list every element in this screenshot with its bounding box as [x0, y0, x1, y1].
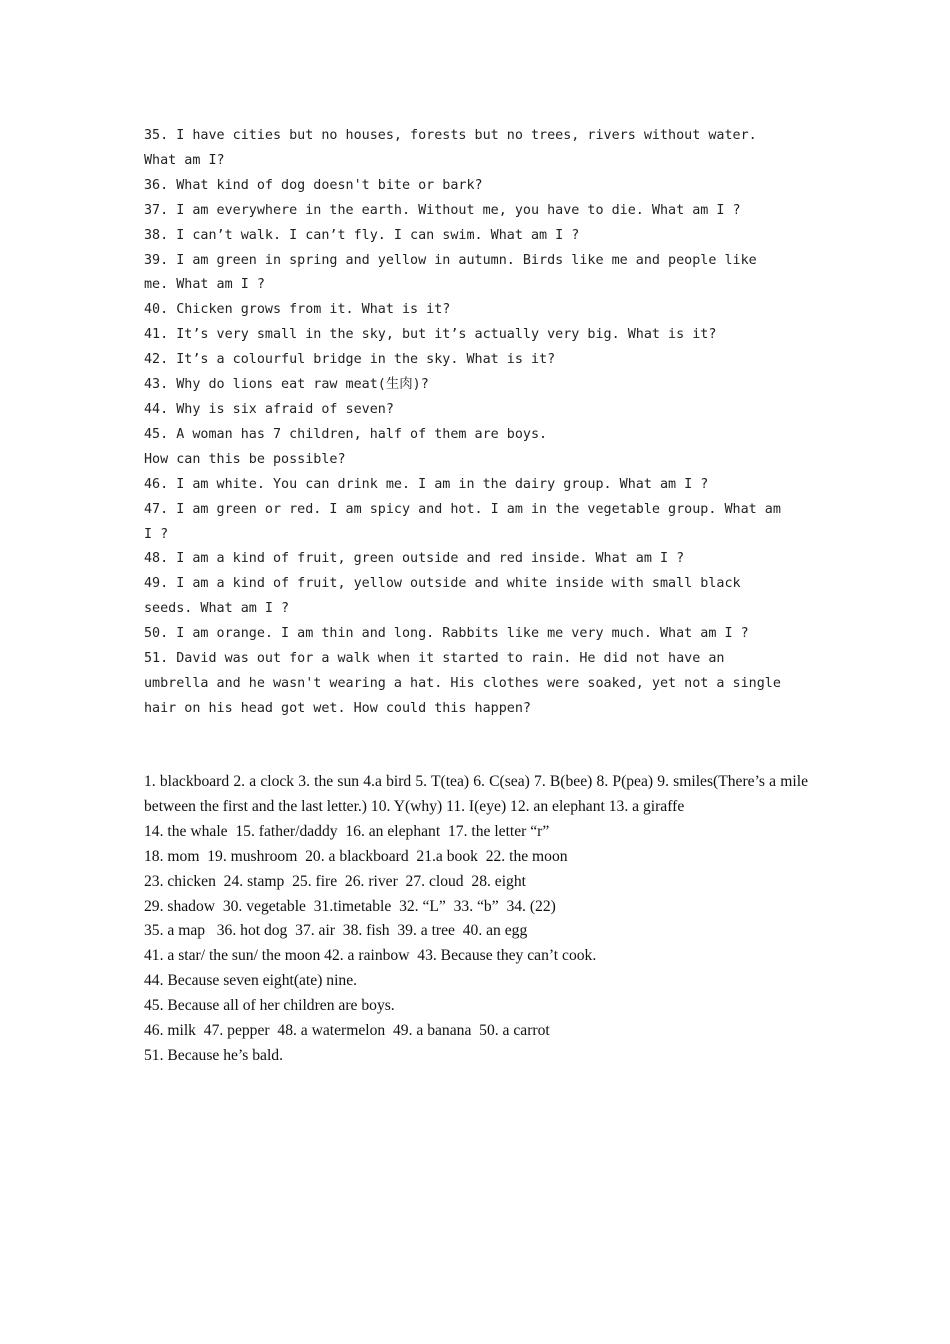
- question-line: 39. I am green in spring and yellow in autumn. Birds like me and people like: [144, 252, 757, 268]
- question-line: How can this be possible?: [144, 451, 346, 467]
- question-line: 48. I am a kind of fruit, green outside and red inside. What am I ?: [144, 551, 685, 567]
- question-line: 49. I am a kind of fruit, yellow outside and white inside with small black: [144, 576, 741, 592]
- question-line: 44. Why is six afraid of seven?: [144, 401, 394, 417]
- answer-paragraph: 1. blackboard 2. a clock 3. the sun 4.a bird 5. T(tea) 6. C(sea) 7. B(bee) 8. P(pea) 9. smiles(There’s a mile between the first and the last letter.) 10. Y(why) 11. I(eye) 12. an elephant 13. a giraffe: [144, 773, 808, 815]
- question-line: 42. It’s a colourful bridge in the sky. What is it?: [144, 352, 556, 368]
- answer-line: 18. mom 19. mushroom 20. a blackboard 21.a book 22. the moon: [144, 847, 568, 865]
- answer-line: 45. Because all of her children are boys.: [144, 997, 395, 1015]
- question-line: 46. I am white. You can drink me. I am in the dairy group. What am I ?: [144, 476, 709, 492]
- question-line: 36. What kind of dog doesn't bite or bark?: [144, 177, 483, 193]
- answer-key: [144, 770, 808, 1069]
- question-line: 41. It’s very small in the sky, but it’s actually very big. What is it?: [144, 327, 717, 343]
- answer-line: 23. chicken 24. stamp 25. fire 26. river 27. cloud 28. eight: [144, 872, 526, 890]
- question-line: hair on his head got wet. How could this happen?: [144, 700, 531, 716]
- answer-line: 29. shadow 30. vegetable 31.timetable 32. “L” 33. “b” 34. (22): [144, 897, 556, 915]
- question-line: 47. I am green or red. I am spicy and hot. I am in the vegetable group. What am: [144, 501, 781, 517]
- question-line: I ?: [144, 526, 169, 542]
- question-line: 35. I have cities but no houses, forests but no trees, rivers without water.: [144, 128, 757, 143]
- question-line: 43. Why do lions eat raw meat(生肉)?: [144, 377, 429, 393]
- answer-line: 41. a star/ the sun/ the moon 42. a rainbow 43. Because they can’t cook.: [144, 947, 597, 965]
- question-line: 50. I am orange. I am thin and long. Rabbits like me very much. What am I ?: [144, 626, 749, 642]
- answer-line: 14. the whale 15. father/daddy 16. an elephant 17. the letter “r”: [144, 822, 550, 840]
- question-line: 37. I am everywhere in the earth. Without me, you have to die. What am I ?: [144, 202, 741, 218]
- answer-line: 44. Because seven eight(ate) nine.: [144, 972, 358, 990]
- answer-line: 51. Because he’s bald.: [144, 1046, 284, 1064]
- question-line: seeds. What am I ?: [144, 601, 290, 617]
- question-line: 38. I can’t walk. I can’t fly. I can swim. What am I ?: [144, 227, 580, 243]
- question-line: me. What am I ?: [144, 277, 265, 293]
- question-line: umbrella and he wasn't wearing a hat. His clothes were soaked, yet not a single: [144, 675, 781, 691]
- question-line: 51. David was out for a walk when it started to rain. He did not have an: [144, 651, 725, 667]
- question-line: 45. A woman has 7 children, half of them are boys.: [144, 426, 548, 442]
- answer-line: 35. a map 36. hot dog 37. air 38. fish 39. a tree 40. an egg: [144, 922, 528, 940]
- question-line: 40. Chicken grows from it. What is it?: [144, 302, 451, 318]
- answer-line: 46. milk 47. pepper 48. a watermelon 49. a banana 50. a carrot: [144, 1022, 550, 1040]
- riddle-questions: [144, 124, 808, 722]
- question-line: What am I?: [144, 152, 225, 168]
